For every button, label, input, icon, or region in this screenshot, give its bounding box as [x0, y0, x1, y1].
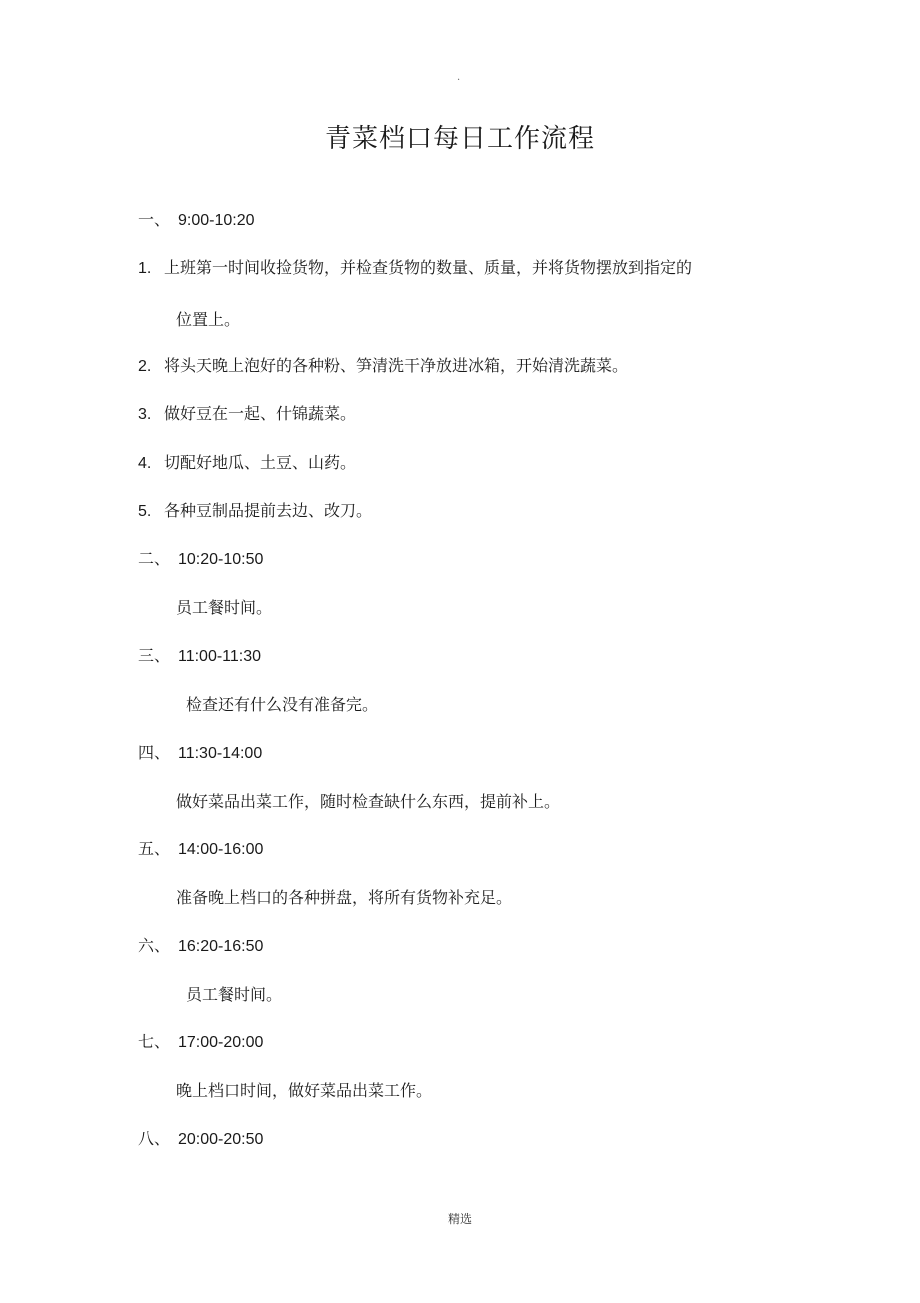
section-time: 17:00-20:00 [178, 1034, 264, 1051]
item-index: 3. [138, 406, 152, 423]
section-number: 四、 [138, 743, 171, 762]
page-title: 青菜档口每日工作流程 [324, 124, 595, 154]
item-index: 5. [138, 503, 152, 520]
list-item [138, 258, 692, 279]
item-text: 将头天晚上泡好的各种粉、笋清洗干净放进冰箱，开始清洗蔬菜。 [164, 356, 629, 375]
section-heading-8 [138, 1129, 263, 1150]
section-time: 20:00-20:50 [178, 1131, 264, 1148]
item-text: 切配好地瓜、土豆、山药。 [164, 453, 357, 472]
section-time: 9:00-10:20 [178, 212, 255, 229]
section-time: 16:20-16:50 [178, 938, 264, 955]
section-time: 14:00-16:00 [178, 841, 264, 858]
section-heading-1 [138, 210, 255, 231]
section-heading-2 [138, 549, 263, 570]
item-text: 做好豆在一起、什锦蔬菜。 [164, 404, 357, 423]
item-index: 2. [138, 358, 152, 375]
section-heading-7 [138, 1032, 263, 1053]
item-index: 4. [138, 455, 152, 472]
section-number: 二、 [138, 549, 171, 568]
list-item [138, 404, 356, 425]
item-text: 上班第一时间收捡货物，并检查货物的数量、质量，并将货物摆放到指定的 [164, 258, 693, 277]
header-mark: . [457, 72, 461, 83]
section-description: 员工餐时间。 [186, 985, 283, 1004]
section-number: 五、 [138, 839, 171, 858]
list-item [138, 356, 628, 377]
list-item [138, 453, 356, 474]
section-number: 一、 [138, 210, 171, 229]
section-heading-3 [138, 646, 261, 667]
section-number: 六、 [138, 936, 171, 955]
section-number: 八、 [138, 1129, 171, 1148]
section-number: 七、 [138, 1032, 171, 1051]
section-description: 检查还有什么没有准备完。 [186, 695, 379, 714]
section-heading-5 [138, 839, 263, 860]
section-heading-4 [138, 743, 262, 764]
section-number: 三、 [138, 646, 171, 665]
list-item [138, 501, 372, 522]
item-text: 位置上。 [176, 310, 241, 329]
section-description: 晚上档口时间，做好菜品出菜工作。 [176, 1081, 433, 1100]
section-description: 准备晚上档口的各种拼盘，将所有货物补充足。 [176, 888, 513, 907]
section-description: 员工餐时间。 [176, 598, 273, 617]
list-item-continuation [176, 310, 240, 330]
section-description: 做好菜品出菜工作，随时检查缺什么东西，提前补上。 [176, 792, 561, 811]
section-time: 11:30-14:00 [178, 745, 263, 762]
item-index: 1. [138, 260, 152, 277]
item-text: 各种豆制品提前去边、改刀。 [164, 501, 373, 520]
page-footer: 精选 [447, 1212, 472, 1226]
section-time: 11:00-11:30 [178, 648, 262, 665]
section-heading-6 [138, 936, 263, 957]
section-time: 10:20-10:50 [178, 551, 264, 568]
